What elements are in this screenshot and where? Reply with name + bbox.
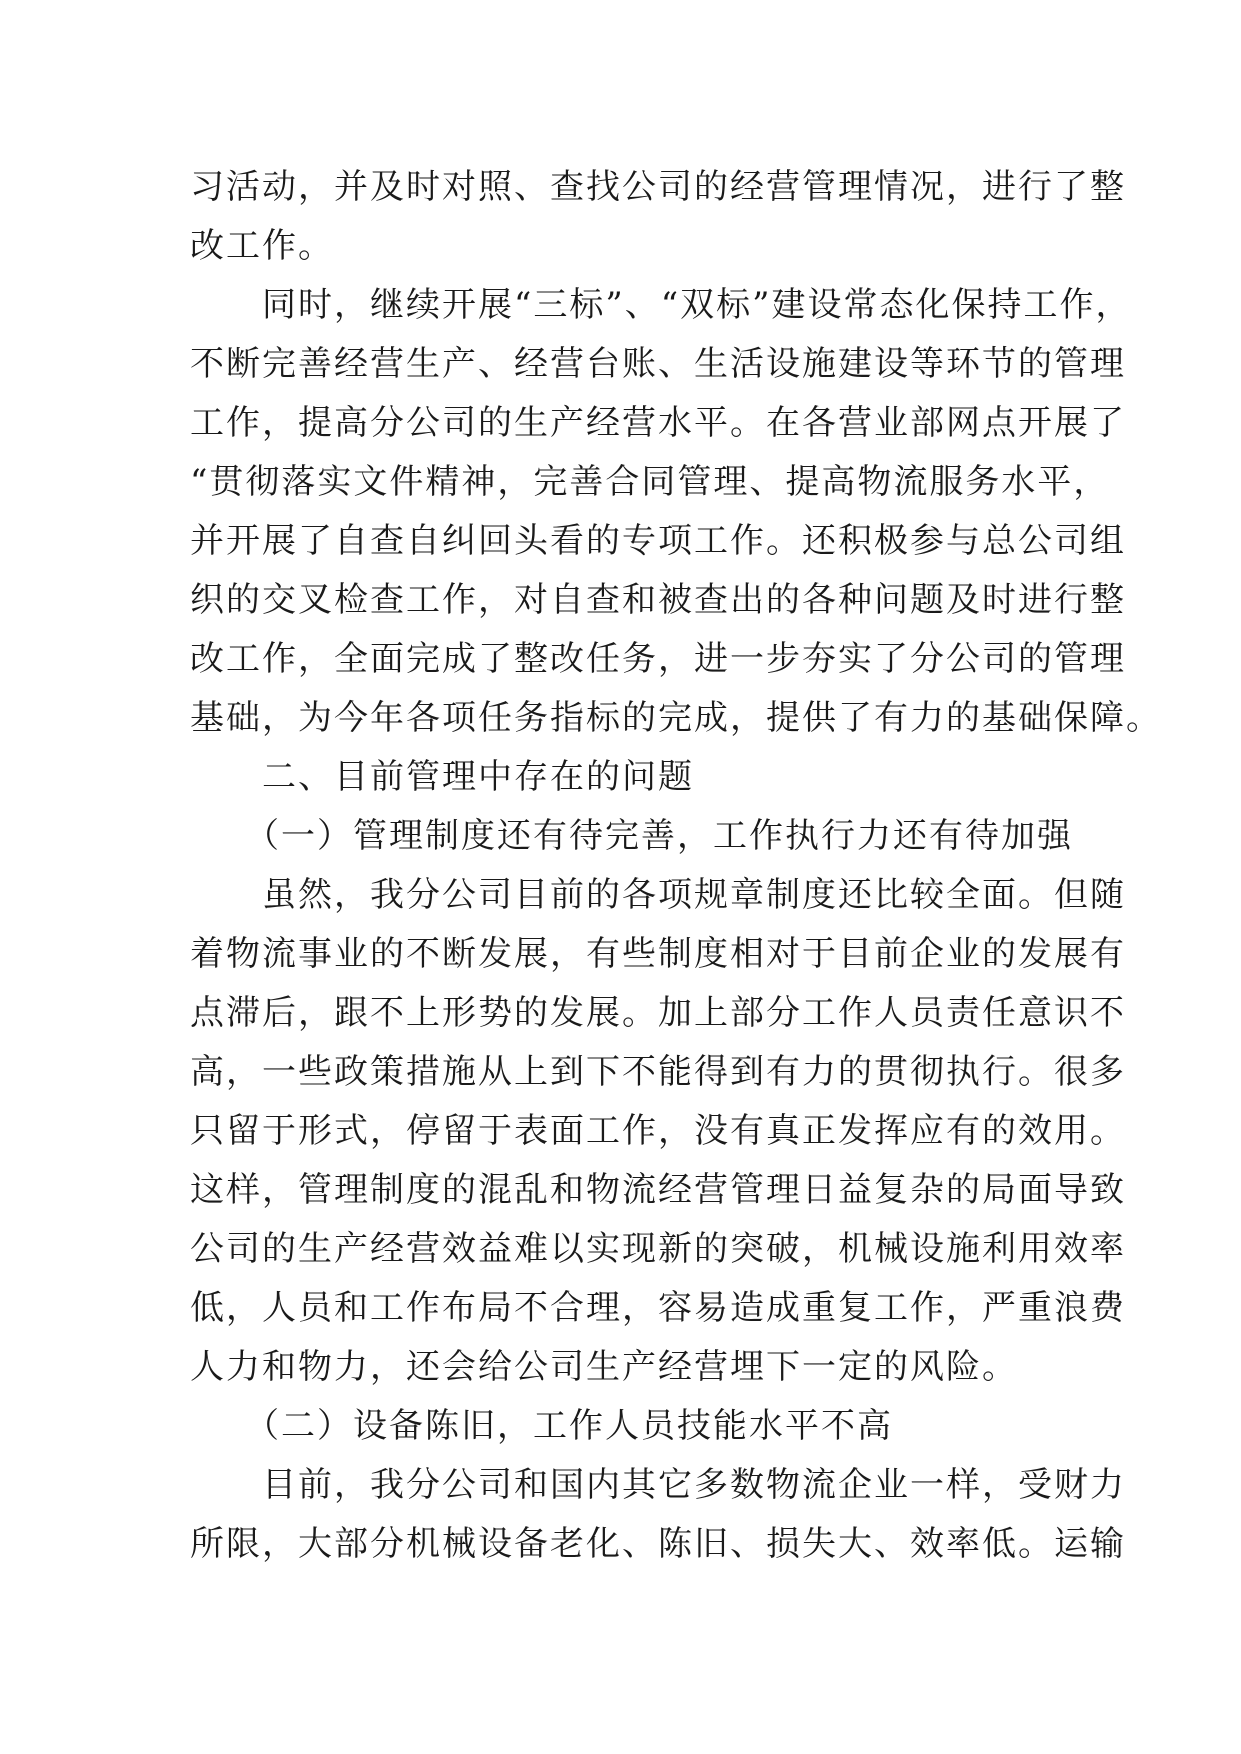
text-line: 公司的生产经营效益难以实现新的突破，机械设施利用效率 [190, 1229, 1126, 1269]
text-line: 同时，继续开展“三标”、“双标”建设常态化保持工作， [190, 285, 1132, 325]
text-line: “贯彻落实文件精神，完善合同管理、提高物流服务水平， [190, 462, 1110, 502]
text-line: 高，一些政策措施从上到下不能得到有力的贯彻执行。很多 [190, 1052, 1126, 1092]
section-heading: 二、目前管理中存在的问题 [190, 757, 694, 797]
text-line: 改工作。 [190, 226, 334, 266]
text-line: 所限，大部分机械设备老化、陈旧、损失大、效率低。运输 [190, 1524, 1126, 1564]
text-line: 只留于形式，停留于表面工作，没有真正发挥应有的效用。 [190, 1111, 1126, 1151]
subsection-heading: （二）设备陈旧，工作人员技能水平不高 [190, 1406, 893, 1446]
text-line: 织的交叉检查工作，对自查和被查出的各种问题及时进行整 [190, 580, 1126, 620]
text-line: 不断完善经营生产、经营台账、生活设施建设等环节的管理 [190, 344, 1126, 384]
text-line: 工作，提高分公司的生产经营水平。在各营业部网点开展了 [190, 403, 1126, 443]
text-line: 低，人员和工作布局不合理，容易造成重复工作，严重浪费 [190, 1288, 1126, 1328]
text-line: 虽然，我分公司目前的各项规章制度还比较全面。但随 [190, 875, 1126, 915]
text-line: 这样，管理制度的混乱和物流经营管理日益复杂的局面导致 [190, 1170, 1126, 1210]
text-line: 基础，为今年各项任务指标的完成，提供了有力的基础保障。 [190, 698, 1162, 738]
text-line: 点滞后，跟不上形势的发展。加上部分工作人员责任意识不 [190, 993, 1126, 1033]
text-line: 习活动，并及时对照、查找公司的经营管理情况，进行了整 [190, 167, 1126, 207]
text-line: 着物流事业的不断发展，有些制度相对于目前企业的发展有 [190, 934, 1126, 974]
subsection-heading: （一）管理制度还有待完善，工作执行力还有待加强 [190, 816, 1073, 856]
document-body [190, 158, 1162, 1574]
text-line: 并开展了自查自纠回头看的专项工作。还积极参与总公司组 [190, 521, 1126, 561]
text-line: 人力和物力，还会给公司生产经营埋下一定的风险。 [190, 1347, 1018, 1387]
text-line: 改工作，全面完成了整改任务，进一步夯实了分公司的管理 [190, 639, 1126, 679]
text-line: 目前，我分公司和国内其它多数物流企业一样，受财力 [190, 1465, 1126, 1505]
